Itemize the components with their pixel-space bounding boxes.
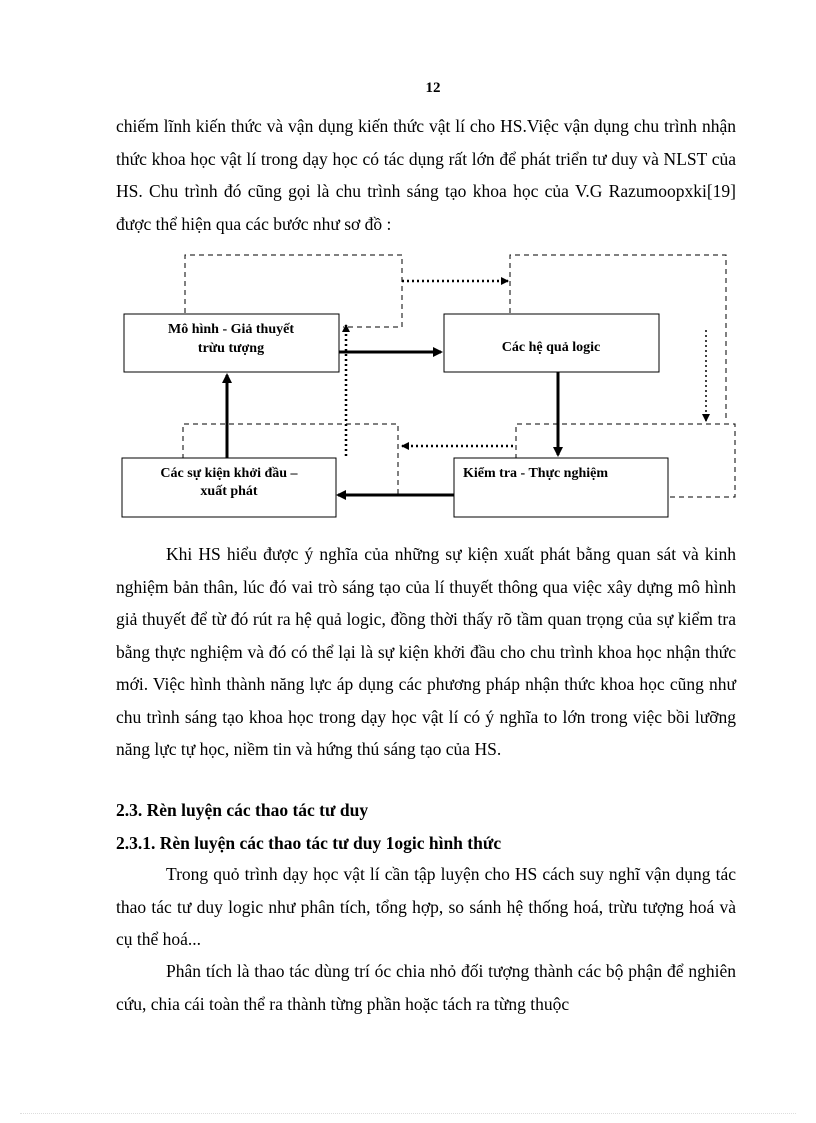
paragraph-2: Khi HS hiểu được ý nghĩa của những sự kiện xuất phát bằng quan sát và kinh nghiệm bản thân, lúc đó vai trò sáng tạo của lí thuyết thông qua việc xây dựng mô hình giả thuyết để từ đó rút ra hệ quả logic, đồng thời thấy rõ tầm quan trọng của sự kiểm tra bằng thực nghiệm và đó có thể lại là sự kiện khởi đầu cho chu trình khoa học nhận thức mới. Việc hình thành năng lực áp dụng các phương pháp nhận thức khoa học cũng như chu trình sáng tạo khoa học trong dạy học vật lí có ý nghĩa to lớn trong việc bồi lưỡng năng lực tự học, niềm tin và hứng thú sáng tạo của HS. — [116, 544, 736, 759]
footer-divider — [20, 1113, 796, 1114]
initial-events-label: Các sự kiện khởi đầu – — [160, 466, 298, 481]
model-hypothesis-label-2: trừu tượng — [197, 341, 265, 356]
paragraph-3: Trong quỏ trình dạy học vật lí cần tập luyện cho HS cách suy nghĩ vận dụng tác thao tác tư duy logic như phân tích, tổng hợp, so sánh hệ thống hoá, trừu tượng hoá và cụ thể hoá... — [116, 864, 736, 949]
initial-events-label-2: xuất phát — [200, 484, 258, 499]
model-hypothesis-label: Mô hình - Giả thuyết — [167, 322, 295, 337]
page-number: 12 — [425, 80, 441, 96]
section-heading-2-3: 2.3. Rèn luyện các thao tác tư duy — [116, 800, 369, 820]
logic-consequences-label: Các hệ quả logic — [501, 340, 601, 355]
section-heading-2-3-1: 2.3.1. Rèn luyện các thao tác tư duy 1ogic hình thức — [116, 833, 502, 853]
paragraph-4: Phân tích là thao tác dùng trí óc chia nhỏ đối tượng thành các bộ phận để nghiên cứu, chia cái toàn thể ra thành từng phần hoặc tách ra từng thuộc — [116, 961, 736, 1014]
intro-paragraph: chiếm lĩnh kiến thức và vận dụng kiến thức vật lí cho HS.Việc vận dụng chu trình nhận thức khoa học vật lí trong dạy học có tác dụng rất lớn để phát triển tư duy và NLST của HS. Chu trình đó cũng gọi là chu trình sáng tạo khoa học của V.G Razumoopxki[19] được thể hiện qua các bước như sơ đồ : — [116, 116, 736, 234]
experiment-label: Kiểm tra - Thực nghiệm — [463, 466, 609, 481]
scientific-cycle-diagram — [0, 0, 816, 540]
